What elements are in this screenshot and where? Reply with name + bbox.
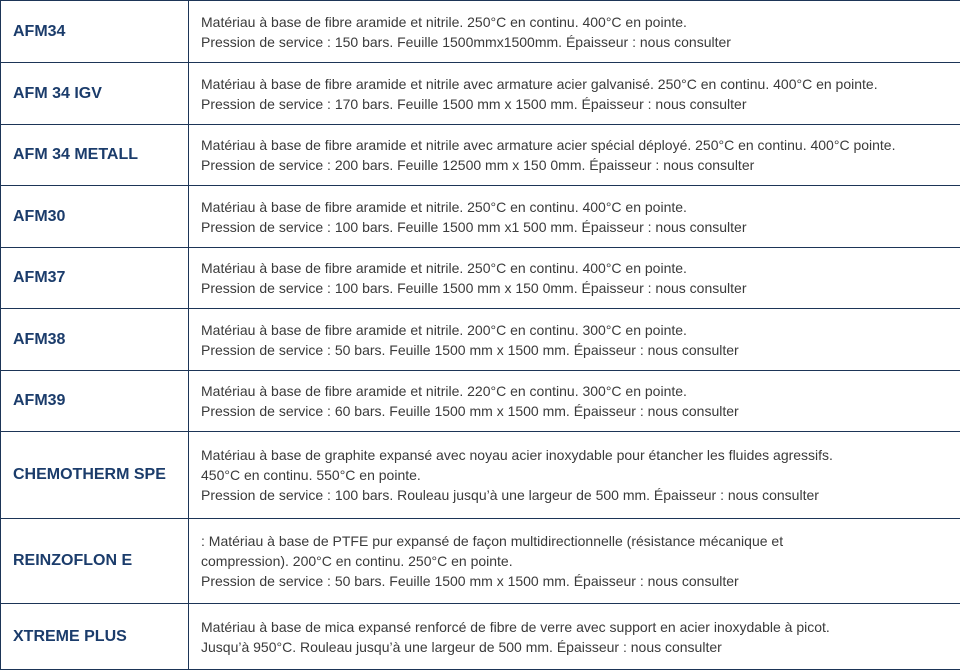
product-name: REINZOFLON E <box>1 519 189 604</box>
description-line: Pression de service : 100 bars. Rouleau jusqu’à une largeur de 500 mm. Épaisseur : nous consulter <box>201 487 819 503</box>
product-description <box>189 371 960 432</box>
table-row <box>1 519 960 604</box>
description-line: Matériau à base de mica expansé renforcé de fibre de verre avec support en acier inoxydable à picot. <box>201 618 830 635</box>
table-row <box>1 248 960 309</box>
table-row <box>1 1 960 63</box>
product-description <box>189 604 960 670</box>
product-description <box>189 248 960 309</box>
description-line: Matériau à base de fibre aramide et nitrile. 250°C en continu. 400°C en pointe. <box>201 260 687 276</box>
description-line: 450°C en continu. 550°C en pointe. <box>201 467 421 483</box>
description-line: Matériau à base de fibre aramide et nitrile. 250°C en continu. 400°C en pointe. <box>201 198 687 215</box>
description-line: : Matériau à base de PTFE pur expansé de façon multidirectionnelle (résistance mécanique et <box>201 533 784 549</box>
table-row <box>1 63 960 125</box>
description-line: Pression de service : 170 bars. Feuille 1500 mm x 1500 mm. Épaisseur : nous consulter <box>201 95 747 112</box>
product-description <box>189 125 960 186</box>
product-description <box>189 519 960 604</box>
description-line: Matériau à base de fibre aramide et nitrile. 200°C en continu. 300°C en pointe. <box>201 321 687 338</box>
table-row <box>1 371 960 432</box>
description-line: compression). 200°C en continu. 250°C en pointe. <box>201 553 513 569</box>
description-line: Pression de service : 150 bars. Feuille 1500mmx1500mm. Épaisseur : nous consulter <box>201 33 731 50</box>
product-description <box>189 63 960 125</box>
description-line: Pression de service : 200 bars. Feuille 12500 mm x 150 0mm. Épaisseur : nous consulter <box>201 157 755 173</box>
table-row <box>1 604 960 670</box>
product-description <box>189 432 960 519</box>
product-name: XTREME PLUS <box>1 604 189 670</box>
description-line: Matériau à base de fibre aramide et nitrile. 220°C en continu. 300°C en pointe. <box>201 383 687 399</box>
product-name: AFM38 <box>1 309 189 371</box>
table-row <box>1 125 960 186</box>
description-line: Matériau à base de graphite expansé avec noyau acier inoxydable pour étancher les fluides agressifs. <box>201 447 833 463</box>
description-line: Matériau à base de fibre aramide et nitrile avec armature acier spécial déployé. 250°C en continu. 400°C pointe. <box>201 137 896 153</box>
product-name: AFM34 <box>1 1 189 63</box>
description-line: Pression de service : 50 bars. Feuille 1500 mm x 1500 mm. Épaisseur : nous consulter <box>201 341 739 358</box>
product-description <box>189 309 960 371</box>
table-row <box>1 186 960 248</box>
table-row <box>1 309 960 371</box>
product-description <box>189 186 960 248</box>
product-name: AFM 34 IGV <box>1 63 189 125</box>
product-name: AFM30 <box>1 186 189 248</box>
description-line: Pression de service : 50 bars. Feuille 1500 mm x 1500 mm. Épaisseur : nous consulter <box>201 573 739 589</box>
description-line: Pression de service : 100 bars. Feuille 1500 mm x 150 0mm. Épaisseur : nous consulter <box>201 280 747 296</box>
product-name: AFM37 <box>1 248 189 309</box>
product-name: AFM39 <box>1 371 189 432</box>
description-line: Pression de service : 60 bars. Feuille 1500 mm x 1500 mm. Épaisseur : nous consulter <box>201 403 739 419</box>
description-line: Pression de service : 100 bars. Feuille 1500 mm x1 500 mm. Épaisseur : nous consulter <box>201 218 747 235</box>
description-line: Jusqu’à 950°C. Rouleau jusqu’à une largeur de 500 mm. Épaisseur : nous consulter <box>201 638 722 655</box>
description-line: Matériau à base de fibre aramide et nitrile. 250°C en continu. 400°C en pointe. <box>201 13 687 30</box>
description-line: Matériau à base de fibre aramide et nitrile avec armature acier galvanisé. 250°C en continu. 400°C en pointe. <box>201 75 878 92</box>
product-name: AFM 34 METALL <box>1 125 189 186</box>
product-name: CHEMOTHERM SPE <box>1 432 189 519</box>
product-description <box>189 1 960 63</box>
table-row <box>1 432 960 519</box>
